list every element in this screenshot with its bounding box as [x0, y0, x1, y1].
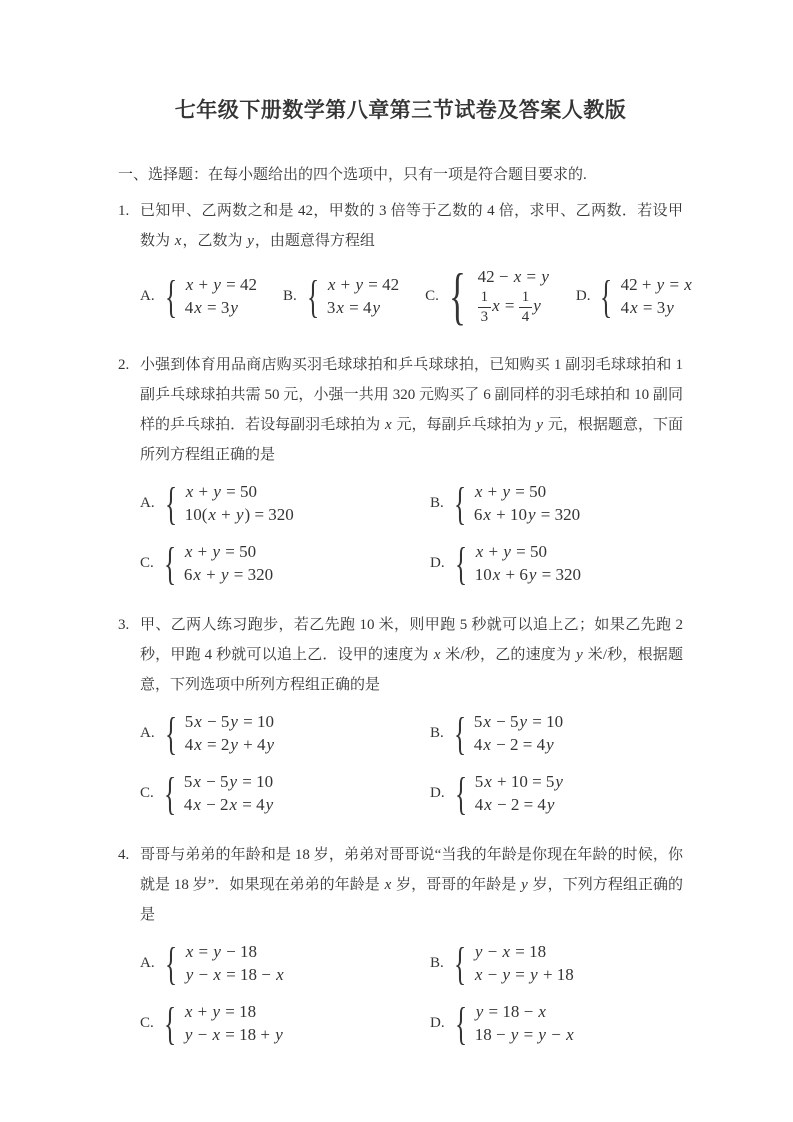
equation-lines — [184, 770, 274, 816]
equation-lines — [184, 1000, 284, 1046]
left-brace-icon — [164, 543, 176, 584]
left-brace-icon — [449, 267, 466, 325]
option-label: A. — [140, 725, 155, 742]
question-text: 小强到体育用品商店购买羽毛球球拍和乒乓球球拍，已知购买 1 副羽毛球球拍和 1 副乒乓球球拍共需 50 元，小强一共用 320 元购买了 6 副同样的羽毛球拍和 10 副同样的乒乓球拍．若设每副羽毛球拍为 x 元，每副乒乓球拍为 y 元，根据题意，下面所列方程组正确的是 — [140, 357, 683, 464]
answer-option — [140, 1000, 430, 1046]
question — [118, 610, 683, 816]
option-label: C. — [425, 288, 439, 305]
equation-system — [455, 1000, 575, 1046]
fraction-denominator: 3 — [480, 308, 489, 325]
answer-option — [430, 710, 564, 756]
question-text: 哥哥与弟弟的年龄和是 18 岁，弟弟对哥哥说“当我的年龄是你现在年龄的时候，你就是 18 岁”．如果现在弟弟的年龄是 x 岁，哥哥的年龄是 y 岁，下列方程组正确的是 — [140, 847, 683, 924]
equation-system — [307, 273, 399, 319]
fraction-denominator: 4 — [521, 308, 530, 325]
option-label: B. — [430, 955, 444, 972]
option-label: C. — [140, 785, 154, 802]
fraction — [478, 289, 491, 325]
answer-option — [140, 540, 430, 586]
equation-system — [165, 940, 285, 986]
equation-line: 5x + 10 = 5y — [474, 772, 563, 792]
equation-line: 18 − y = y − x — [474, 1025, 574, 1045]
equation-line: 4x − 2 = 4y — [474, 795, 555, 815]
answer-option — [430, 480, 581, 526]
answer-option — [425, 266, 550, 326]
equation-line: 6x + 10y = 320 — [473, 505, 581, 525]
equation-line: 4x = 3y — [184, 298, 238, 318]
option-group — [140, 480, 683, 586]
equation-line: 42 + y = x — [620, 275, 692, 295]
equation-system — [449, 266, 550, 326]
answer-option — [430, 1000, 575, 1046]
equation-system — [454, 940, 574, 986]
option-label: D. — [430, 1015, 445, 1032]
equation-system — [164, 540, 273, 586]
equation-line: y = 18 − x — [475, 1002, 546, 1022]
equation-line: x + y = 50 — [475, 542, 547, 562]
question-text: 已知甲、乙两数之和是 42，甲数的 3 倍等于乙数的 4 倍，求甲、乙两数．若设甲数为 x，乙数为 y，由题意得方程组 — [140, 203, 683, 250]
equation-system — [455, 540, 581, 586]
equation-system — [165, 480, 294, 526]
option-label: B. — [430, 725, 444, 742]
option-label: C. — [140, 555, 154, 572]
equation-lines — [475, 540, 581, 586]
answer-option — [430, 770, 564, 816]
question — [118, 350, 683, 586]
equation-lines — [185, 480, 294, 526]
question-number: 1. — [118, 203, 130, 220]
equation-system — [164, 1000, 284, 1046]
equation-lines — [621, 273, 693, 319]
option-label: C. — [140, 1015, 154, 1032]
answer-option — [283, 273, 399, 319]
equation-line: y − x = 18 — [474, 942, 547, 962]
question-number: 2. — [118, 357, 130, 374]
left-brace-icon — [165, 943, 177, 984]
option-group — [140, 266, 692, 326]
option-label: D. — [575, 288, 591, 305]
equation-line: 42 − x = y — [477, 267, 549, 287]
equation-system — [165, 273, 257, 319]
fraction — [519, 289, 532, 325]
option-label: D. — [430, 555, 445, 572]
option-label: B. — [430, 495, 444, 512]
equation-system — [454, 480, 580, 526]
option-label: A. — [140, 495, 155, 512]
question-text: 甲、乙两人练习跑步，若乙先跑 10 米，则甲跑 5 秒就可以追上乙；如果乙先跑 2 秒，甲跑 4 秒就可以追上乙．设甲的速度为 x 米/秒，乙的速度为 y 米/秒，根据题意，下列选项中所列方程组正确的是 — [140, 617, 683, 694]
equation-line: 5x − 5y = 10 — [183, 772, 274, 792]
equation-line: y − x = 18 − x — [185, 965, 284, 985]
question — [118, 840, 683, 1046]
question — [118, 196, 692, 326]
left-brace-icon — [454, 713, 466, 754]
equation-line: x = y − 18 — [185, 942, 257, 962]
left-brace-icon — [454, 483, 466, 524]
equation-lines — [474, 940, 574, 986]
option-group — [140, 940, 683, 1046]
equation-lines — [185, 940, 285, 986]
answer-option — [140, 710, 430, 756]
option-group — [140, 710, 683, 816]
left-brace-icon — [455, 773, 467, 814]
equation-line: $\frac{1}{3}$ x = $\frac{1}{4}$ y — [478, 288, 550, 326]
equation-line: 10(x + y) = 320 — [184, 505, 294, 525]
left-brace-icon — [165, 276, 177, 317]
equation-line: 10x + 6y = 320 — [474, 565, 581, 585]
left-brace-icon — [454, 943, 466, 984]
equation-system — [600, 273, 692, 319]
equation-line: 6x + y = 320 — [183, 565, 274, 585]
equation-line: x + y = 50 — [185, 482, 257, 502]
equation-system — [455, 770, 564, 816]
equation-line: x + y = 42 — [327, 275, 400, 295]
fraction-numerator: 1 — [478, 289, 491, 307]
option-label: B. — [282, 288, 297, 305]
answer-option — [140, 273, 257, 319]
equation-system — [164, 770, 274, 816]
equation-lines — [327, 273, 399, 319]
equation-line: x − y = y + 18 — [474, 965, 574, 985]
equation-line: y − x = 18 + y — [184, 1025, 283, 1045]
equation-lines — [475, 1000, 575, 1046]
equation-system — [454, 710, 563, 756]
question-number: 3. — [118, 617, 130, 634]
equation-line: 5x − 5y = 10 — [473, 712, 564, 732]
left-brace-icon — [455, 543, 467, 584]
equation-system — [165, 710, 275, 756]
equation-line: 4x = 2y + 4y — [184, 735, 275, 755]
answer-option — [140, 770, 430, 816]
left-brace-icon — [455, 1003, 467, 1044]
equation-line: 4x = 3y — [620, 298, 674, 318]
answer-option — [430, 540, 581, 586]
equation-lines — [475, 770, 564, 816]
equation-lines — [185, 710, 275, 756]
fraction-numerator: 1 — [519, 289, 532, 307]
equation-line: 5x − 5y = 10 — [184, 712, 274, 732]
left-brace-icon — [165, 713, 177, 754]
equation-line: x + y = 18 — [184, 1002, 257, 1022]
left-brace-icon — [600, 276, 612, 317]
equation-lines — [185, 273, 257, 319]
equation-line: x + y = 50 — [184, 542, 257, 562]
option-label: D. — [430, 785, 445, 802]
answer-option — [140, 940, 430, 986]
equation-lines — [474, 710, 563, 756]
equation-lines — [184, 540, 273, 586]
question-list — [118, 196, 692, 1046]
left-brace-icon — [307, 276, 319, 317]
equation-lines — [478, 266, 550, 326]
page-title: 七年级下册数学第八章第三节试卷及答案人教版 — [174, 98, 627, 122]
left-brace-icon — [164, 773, 176, 814]
equation-line: 3x = 4y — [326, 298, 381, 318]
equation-line: x + y = 42 — [185, 275, 257, 295]
question-number: 4. — [118, 847, 130, 864]
equation-line: x + y = 50 — [474, 482, 547, 502]
left-brace-icon — [165, 483, 177, 524]
section-header: 一、选择题：在每小题给出的四个选项中，只有一项是符合题目要求的. — [118, 167, 587, 184]
answer-option — [576, 273, 693, 319]
option-label: A. — [140, 955, 155, 972]
equation-lines — [474, 480, 580, 526]
equation-line: 4x − 2 = 4y — [473, 735, 554, 755]
answer-option — [430, 940, 575, 986]
left-brace-icon — [164, 1003, 176, 1044]
answer-option — [140, 480, 430, 526]
equation-line: 4x − 2x = 4y — [183, 795, 274, 815]
option-label: A. — [140, 288, 155, 305]
